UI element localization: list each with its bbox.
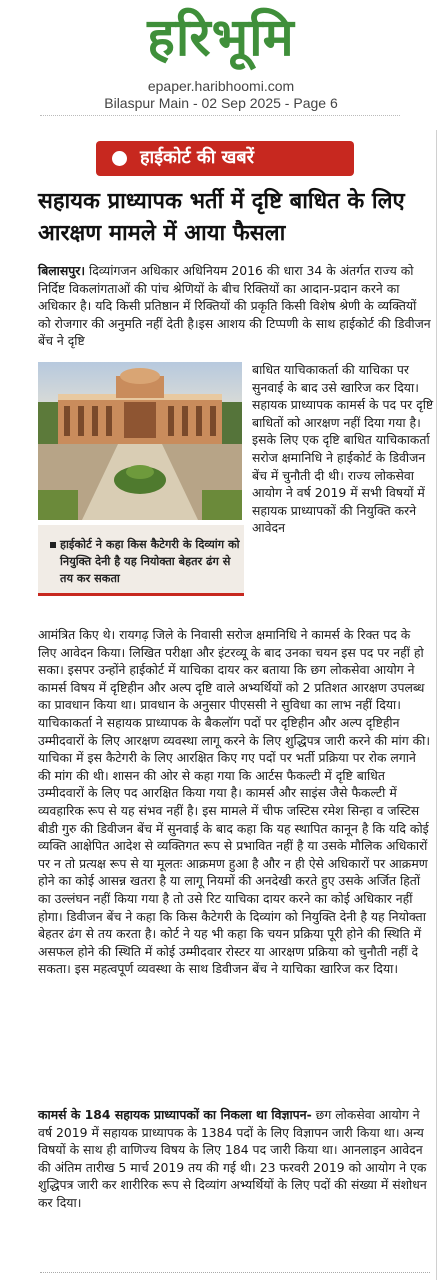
edition-line: Bilaspur Main - 02 Sep 2025 - Page 6 — [104, 95, 338, 111]
article-right-column: बाधित याचिकाकर्ता की याचिका पर सुनवाई के बाद उसे खारिज कर दिया। सहायक प्राध्यापक कामर्स के पद पर दृष्टि बाधितों को आरक्षण नहीं दिया गया है। इसके लिए एक दृष्टि बाधित याचिकाकर्ता सरोज क्षमानिधि ने हाईकोर्ट के डिवीजन बेंच में चुनौती दी थी। राज्य लोकसेवा आयोग ने वर्ष 2019 में सभी विषयों में सहायक प्राध्यापकों की नियुक्ति करने आवेदन — [252, 362, 434, 536]
page-right-edge — [436, 130, 442, 1280]
photo-caption-box — [38, 525, 244, 596]
masthead-logo: हरिभूमि — [147, 8, 295, 68]
dateline: बिलासपुर। — [38, 263, 86, 278]
closing-text: छग लोकसेवा आयोग ने वर्ष 2019 में सहायक प्राध्यापक के 1384 पदों के लिए विज्ञापन जारी किया था। अन्य विषयों के साथ ही वाणिज्य विषय के लिए 184 पद जारी किया था। आनलाइन आवेदन की अंतिम तारीख 5 मार्च 2019 तय की गई थी। 23 फरवरी 2019 को आयोग ने एक शुद्धिपत्र जारी कर शारीरिक रूप से दिव्यांग अभ्यर्थियों के लिए पदों की संख्या में संशोधन कर दिया। — [38, 1107, 427, 1210]
top-divider — [40, 115, 400, 122]
court-photo — [38, 362, 242, 520]
caption-bullet-icon — [50, 542, 56, 548]
section-banner-label: हाईकोर्ट की खबरें — [140, 147, 254, 168]
section-banner — [96, 141, 354, 176]
high-court-building-image — [38, 362, 242, 520]
intro-text: दिव्यांगजन अधिकार अधिनियम 2016 की धारा 34 के अंतर्गत राज्य को निर्दिष्ट विकलांगताओं की पांच श्रेणियों के बीच रिक्तियों का आदान-प्रदान करने का अधिकार है। यदि किसी प्रतिष्ठान में रिक्तियों की प्रकृति किसी विशेष श्रेणी के व्यक्तियों को रोजगार की अनुमति नहीं देती है।इस आशय की टिप्पणी के साथ हाईकोर्ट की डिवीजन बेंच ने दृष्टि — [38, 263, 431, 349]
article-closing — [38, 1106, 432, 1212]
bottom-divider — [40, 1272, 430, 1279]
article-intro — [38, 262, 432, 350]
article-main-body: आमंत्रित किए थे। रायगढ़ जिले के निवासी सरोज क्षमानिधि ने कामर्स के रिक्त पद के लिए आवेदन किया। लिखित परीक्षा और इंटरव्यू के बाद उनका चयन इस पद पर नहीं हो सका। इसपर उन्होंने हाईकोर्ट में याचिका दायर कर बताया कि छग लोकसेवा आयोग ने कामर्स विषय में दृष्टिहीन और अल्प दृष्टि वाले अभ्यर्थियों को 2 प्रतिशत आरक्षण उपलब्ध का प्रावधान किया था। प्रावधान के अनुसार पीएससी ने सुविधा का लाभ नहीं दिया। याचिकाकर्ता ने सहायक प्राध्यापक के बैकलॉग पदों पर दृष्टिहीन और अल्प दृष्टिहीन उम्मीदवारों के लिए आरक्षण व्यवस्था लागू करने के लिए शुद्धिपत्र जारी करने की मांग की। याचिका में इस कैटेगरी के लिए आरक्षित किए गए पदों पर भर्ती प्रक्रिया पर रोक लगाने की मांग की थी। शासन की ओर से कहा गया कि आर्टस फैकल्टी में दृष्टि बाधित उम्मीदवारों के लिए पद आरक्षित किया गया है। कामर्स और साइंस जैसे फैकल्टी में व्यवहारिक रूप से यह संभव नहीं है। इस मामले में चीफ जस्टिस रमेश सिन्हा व जस्टिस बीडी गुरु की डिवीजन बेंच में सुनवाई के बाद कहा कि यह स्थापित कानून है कि यदि कोई व्यक्ति आक्षेपित आदेश से व्यक्तिगत रूप से प्रभावित नहीं है या उसके मौलिक अधिकारों पर न तो प्रत्यक्ष रूप से या मूलतः आक्रमण हुआ है और न ही ऐसे अधिकारों पर आक्रमण होने का कोई आसन्न खतरा है या लागू नियमों की अनदेखी करते हुए उसके अर्जित हितों का उल्लंघन नहीं किया गया है तो उसे रिट याचिका दायर करने का कोई अधिकार नहीं होगा। डिवीजन बेंच ने कहा कि किस कैटेगरी के दिव्यांग को नियुक्ति देनी है यह नियोक्ता बेहतर ढंग से तय करता है। कोर्ट ने यह भी कहा कि चयन प्रक्रिया पूरी होने की स्थिति में असफल होने की स्थिति में कोई उम्मीदवार रोस्टर या आरक्षण प्रक्रिया को चुनौती नहीं दे सकता। इस महत्वपूर्ण व्यवस्था के साथ डिवीजन बेंच ने याचिका खारिज कर दिया। — [38, 627, 431, 977]
article-headline: सहायक प्राध्यापक भर्ती में दृष्टि बाधित के लिए आरक्षण मामले में आया फैसला — [38, 189, 405, 246]
bullet-dot-icon — [112, 151, 127, 166]
subhead: कामर्स के 184 सहायक प्राध्यापकों का निकला था विज्ञापन- — [38, 1107, 312, 1122]
photo-caption: हाईकोर्ट ने कहा किस कैटेगरी के दिव्यांग को नियुक्ति देनी है यह नियोक्ता बेहतर ढंग से तय कर सकता — [60, 538, 240, 585]
epaper-site-text[interactable]: epaper.haribhoomi.com — [147, 78, 295, 94]
